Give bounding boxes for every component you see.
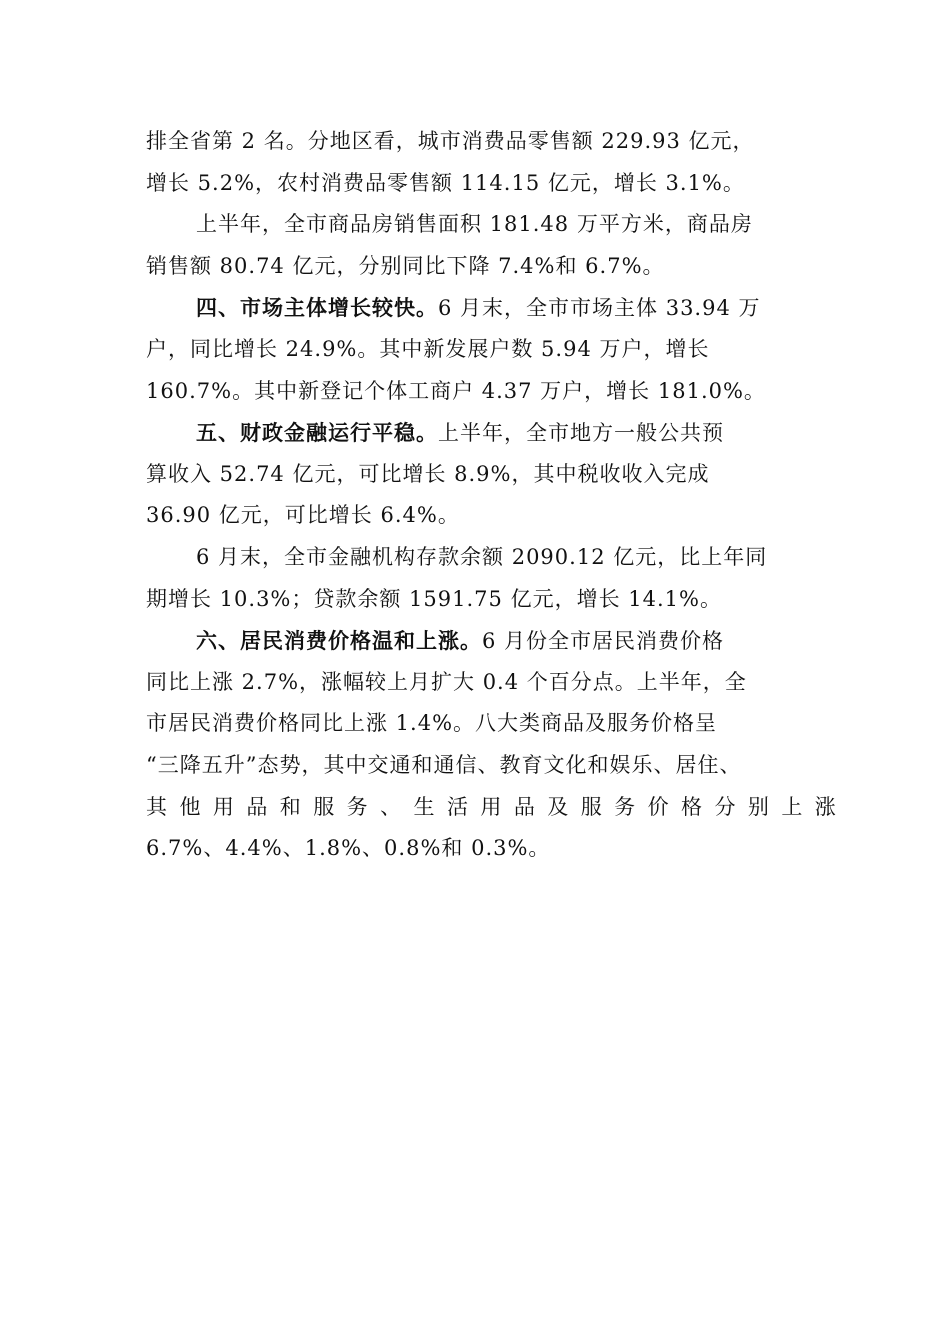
text-line: 增长 5.2%，农村消费品零售额 114.15 亿元，增长 3.1%。 bbox=[146, 170, 745, 195]
text-line: 市居民消费价格同比上涨 1.4%。八大类商品及服务价格呈 bbox=[146, 711, 718, 736]
char: 品 bbox=[513, 794, 535, 819]
char: 品 bbox=[246, 794, 268, 819]
char: 格 bbox=[681, 794, 702, 819]
text-run: 6 月末，全市市场主体 33.94 万 bbox=[438, 296, 761, 321]
text-line: 算收入 52.74 亿元，可比增长 8.9%，其中税收收入完成 bbox=[146, 461, 710, 486]
char: 和 bbox=[279, 794, 301, 819]
text-line: 6 月末，全市金融机构存款余额 2090.12 亿元，比上年同 bbox=[196, 544, 768, 569]
section-4-heading: 四、市场主体增长较快。 bbox=[196, 295, 438, 321]
char: 及 bbox=[547, 794, 569, 819]
section-5-heading: 五、财政金融运行平稳。 bbox=[196, 420, 438, 446]
text-line: 同比上涨 2.7%，涨幅较上月扩大 0.4 个百分点。上半年，全 bbox=[146, 669, 747, 694]
section-5-first-line bbox=[146, 412, 836, 454]
text-line: 6.7%、4.4%、1.8%、0.8%和 0.3%。 bbox=[146, 836, 551, 861]
text-run: 上半年，全市地方一般公共预 bbox=[438, 421, 724, 446]
text-line: “三降五升”态势，其中交通和通信、教育文化和娱乐、居住、 bbox=[146, 752, 742, 777]
char: 务 bbox=[614, 794, 636, 819]
char: 其 bbox=[146, 794, 167, 819]
char: 活 bbox=[446, 794, 468, 819]
text-run: 6 月份全市居民消费价格 bbox=[482, 629, 725, 654]
text-line: 排全省第 2 名。分地区看，城市消费品零售额 229.93 亿元， bbox=[146, 129, 755, 153]
text-line: 期增长 10.3%；贷款余额 1591.75 亿元，增长 14.1%。 bbox=[146, 586, 722, 611]
char: 别 bbox=[747, 794, 769, 819]
section-4-first-line bbox=[146, 287, 836, 329]
char: 上 bbox=[781, 794, 803, 819]
text-line: 36.90 亿元，可比增长 6.4%。 bbox=[146, 503, 460, 528]
justified-text-line bbox=[146, 787, 836, 829]
char: 务 bbox=[346, 794, 368, 819]
char: 用 bbox=[212, 794, 234, 819]
section-6-heading: 六、居民消费价格温和上涨。 bbox=[196, 628, 482, 654]
document-body bbox=[146, 121, 836, 870]
char: 价 bbox=[647, 794, 669, 819]
text-line: 上半年，全市商品房销售面积 181.48 万平方米，商品房 bbox=[196, 212, 753, 237]
char: 服 bbox=[313, 794, 335, 819]
char: 分 bbox=[714, 794, 736, 819]
char: 用 bbox=[480, 794, 502, 819]
char: 、 bbox=[380, 794, 402, 819]
char: 他 bbox=[179, 794, 201, 819]
char: 涨 bbox=[814, 794, 836, 819]
text-line: 160.7%。其中新登记个体工商户 4.37 万户，增长 181.0%。 bbox=[146, 378, 766, 403]
char: 生 bbox=[413, 794, 435, 819]
char: 服 bbox=[580, 794, 602, 819]
text-line: 户，同比增长 24.9%。其中新发展户数 5.94 万户，增长 bbox=[146, 336, 710, 361]
section-6-first-line bbox=[146, 620, 836, 662]
text-line: 销售额 80.74 亿元，分别同比下降 7.4%和 6.7%。 bbox=[146, 253, 665, 278]
